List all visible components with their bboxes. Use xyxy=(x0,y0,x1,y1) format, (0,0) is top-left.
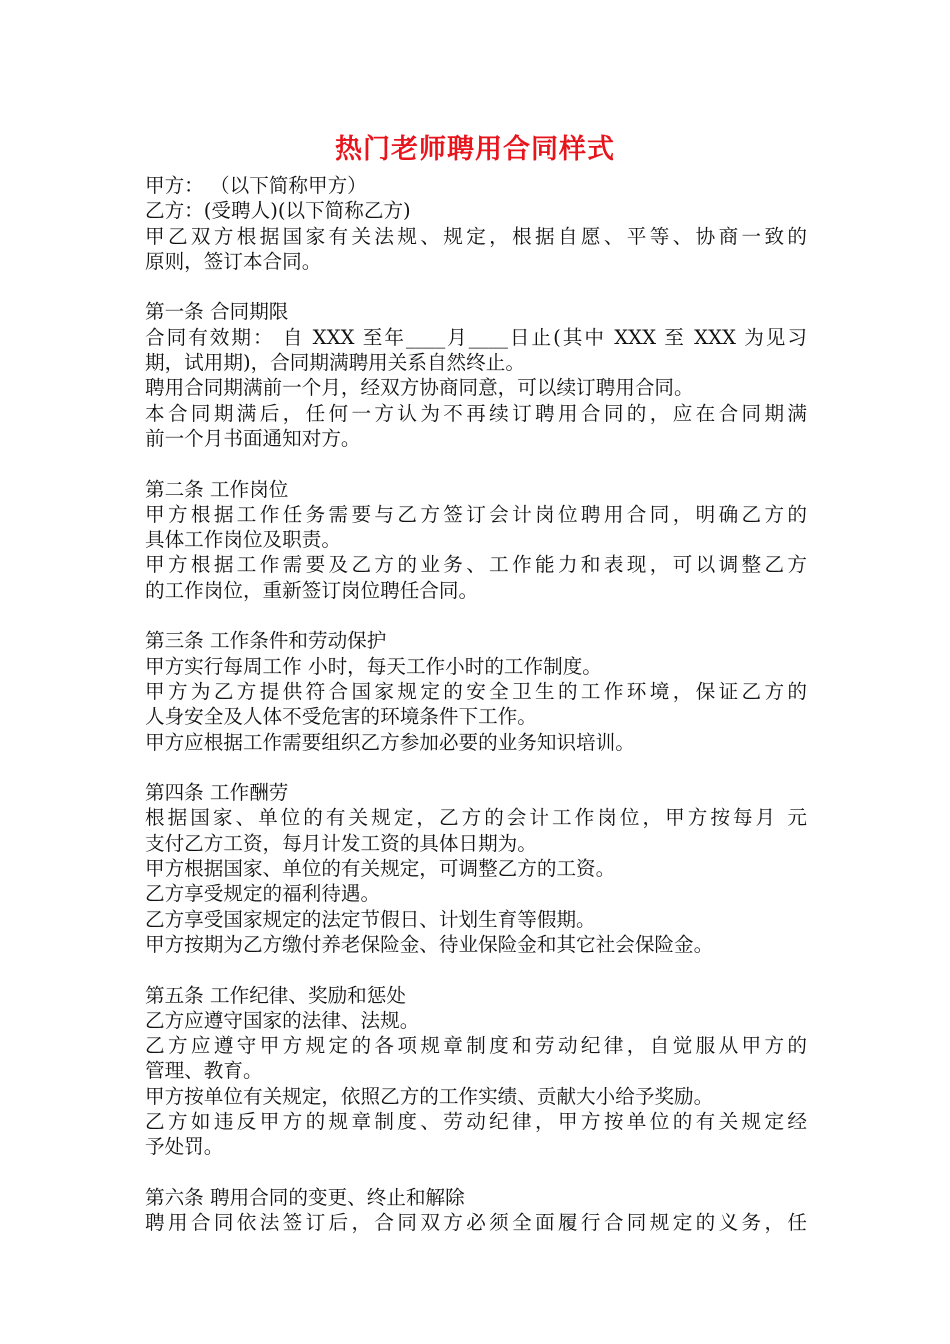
text-line: 甲方根据工作任务需要与乙方签订会计岗位聘用合同，明确乙方的 xyxy=(145,502,807,526)
text-line: 的工作岗位，重新签订岗位聘任合同。 xyxy=(145,578,479,602)
paragraph-gap xyxy=(145,603,807,628)
text-line: 乙方：(受聘人)(以下简称乙方) xyxy=(145,199,411,223)
text-line: 聘用合同期满前一个月，经双方协商同意，可以续订聘用合同。 xyxy=(145,376,694,400)
text-line: 第三条 工作条件和劳动保护 xyxy=(145,629,387,653)
text-line: 甲方按期为乙方缴付养老保险金、待业保险金和其它社会保险金。 xyxy=(145,932,714,956)
paragraph-gap xyxy=(145,274,807,299)
text-line: 第五条 工作纪律、奖励和惩处 xyxy=(145,983,406,1007)
text-line: 甲方： （以下简称甲方） xyxy=(145,174,367,197)
text-line: 聘用合同依法签订后，合同双方必须全面履行合同规定的义务，任 xyxy=(145,1211,807,1235)
paragraph-gap xyxy=(145,755,807,780)
text-line: 期，试用期)，合同期满聘用关系自然终止。 xyxy=(145,351,525,375)
text-line: 乙方如违反甲方的规章制度、劳动纪律，甲方按单位的有关规定经 xyxy=(145,1109,807,1133)
text-line: 第一条 合同期限 xyxy=(145,300,289,324)
text-line: 乙方应遵守国家的法律、法规。 xyxy=(145,1008,420,1032)
text-line: 根据国家、单位的有关规定，乙方的会计工作岗位，甲方按每月 元 xyxy=(145,806,807,830)
text-line: 第六条 聘用合同的变更、终止和解除 xyxy=(145,1185,465,1209)
document-title: 热门老师聘用合同样式 xyxy=(335,134,615,165)
paragraph-gap xyxy=(145,957,807,982)
text-line: 甲方实行每周工作 小时，每天工作小时的工作制度。 xyxy=(145,654,602,678)
text-line: 甲方按单位有关规定，依照乙方的工作实绩、贡献大小给予奖励。 xyxy=(145,1084,714,1108)
text-line: 第二条 工作岗位 xyxy=(145,477,289,501)
text-line: 支付乙方工资，每月计发工资的具体日期为。 xyxy=(145,831,537,855)
text-line: 合同有效期： 自 XXX 至年____月____日止(其中 XXX 至 XXX 为见习 xyxy=(145,325,807,349)
document-body xyxy=(145,173,807,1235)
text-line: 具体工作岗位及职责。 xyxy=(145,528,341,552)
text-line: 原则，签订本合同。 xyxy=(145,249,322,273)
text-line: 乙方应遵守甲方规定的各项规章制度和劳动纪律，自觉服从甲方的 xyxy=(145,1034,807,1058)
text-line: 人身安全及人体不受危害的环境条件下工作。 xyxy=(145,705,537,729)
text-line: 乙方享受国家规定的法定节假日、计划生育等假期。 xyxy=(145,907,596,931)
text-line: 甲方根据工作需要及乙方的业务、工作能力和表现，可以调整乙方 xyxy=(145,553,807,577)
text-line: 乙方享受规定的福利待遇。 xyxy=(145,882,381,906)
paragraph-gap xyxy=(145,451,807,476)
text-line: 甲乙双方根据国家有关法规、规定，根据自愿、平等、协商一致的 xyxy=(145,224,807,248)
text-line: 第四条 工作酬劳 xyxy=(145,781,289,805)
text-line: 管理、教育。 xyxy=(145,1059,263,1083)
text-line: 甲方根据国家、单位的有关规定，可调整乙方的工资。 xyxy=(145,857,616,881)
text-line: 甲方为乙方提供符合国家规定的安全卫生的工作环境，保证乙方的 xyxy=(145,679,807,703)
paragraph-gap xyxy=(145,1160,807,1185)
text-line: 甲方应根据工作需要组织乙方参加必要的业务知识培训。 xyxy=(145,730,635,754)
text-line: 予处罚。 xyxy=(145,1135,224,1159)
text-line: 本合同期满后，任何一方认为不再续订聘用合同的，应在合同期满 xyxy=(145,401,807,425)
text-line: 前一个月书面通知对方。 xyxy=(145,426,361,450)
